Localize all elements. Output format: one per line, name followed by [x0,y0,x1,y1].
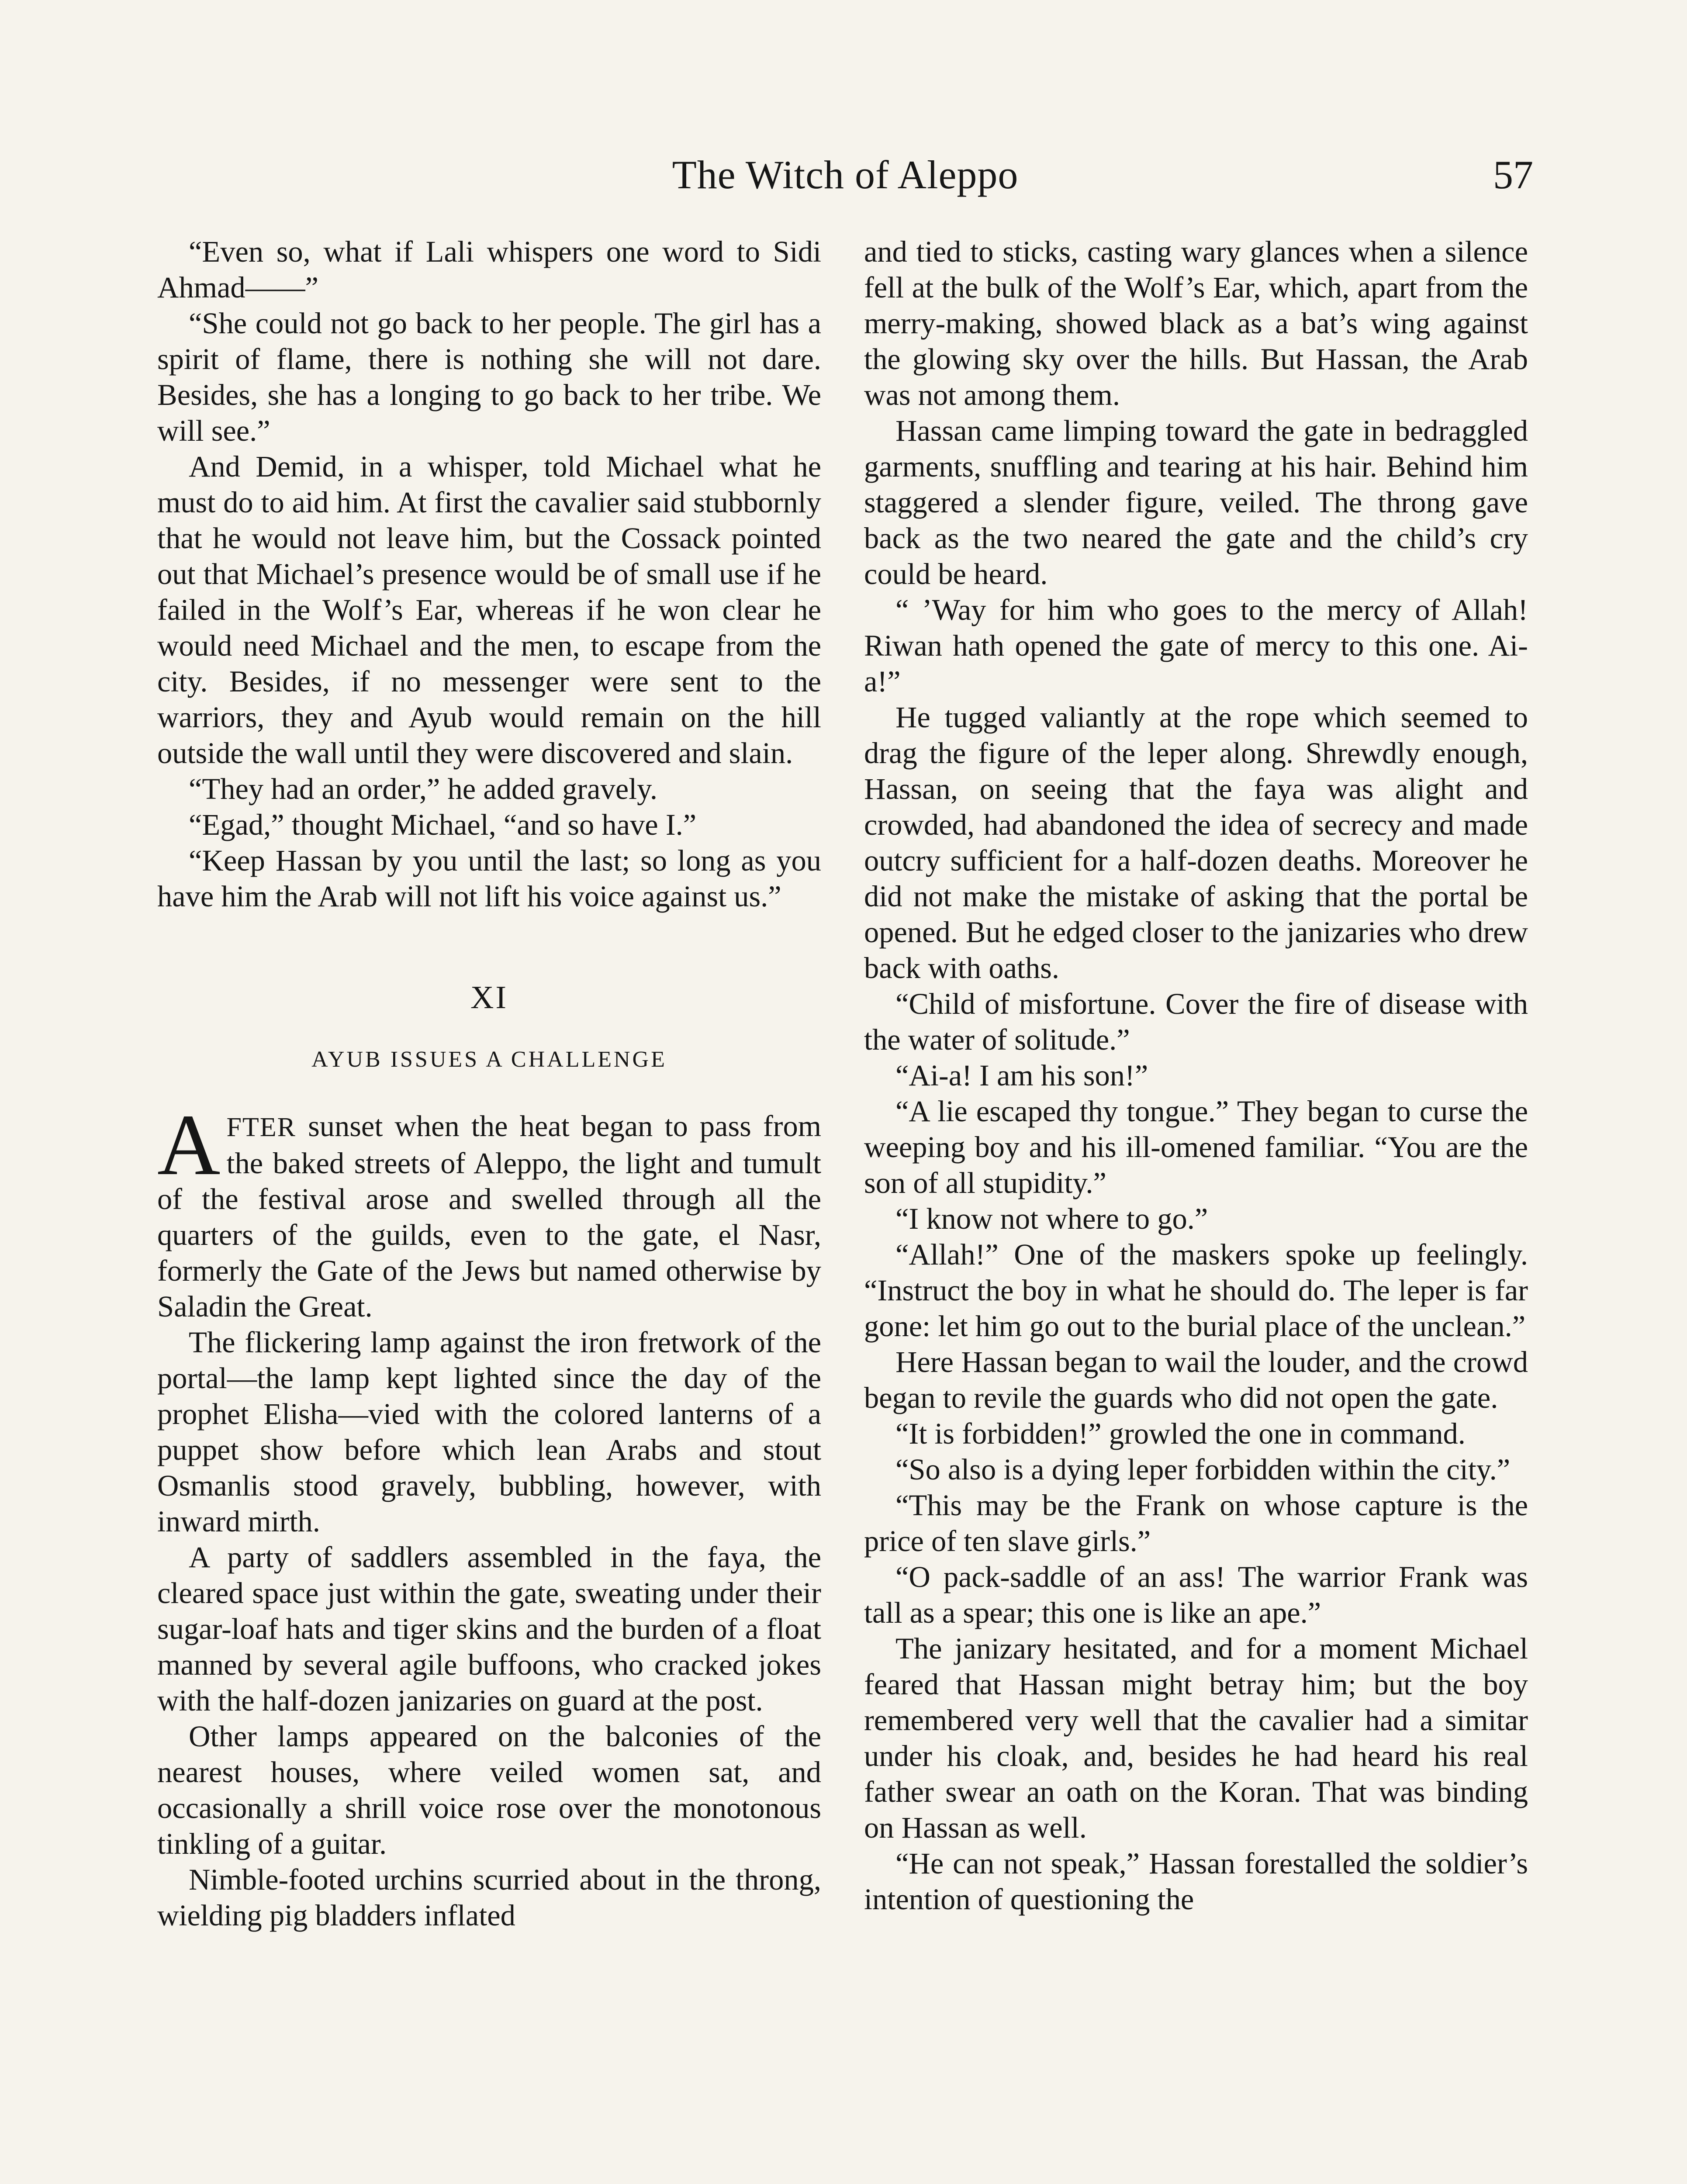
right-column [864,234,1528,1917]
chapter-number: XI [470,980,508,1016]
paragraph: “This may be the Frank on whose capture is the price of ten slave girls.” [864,1489,1528,1558]
paragraph: “Keep Hassan by you until the last; so long as you have him the Arab will not lift his voice against us.” [157,844,821,913]
paragraph: Other lamps appeared on the balconies of the nearest houses, where veiled women sat, and occasionally a shrill voice rose over the monotonous tinkling of a guitar. [157,1720,821,1860]
paragraph: “He can not speak,” Hassan forestalled the soldier’s intention of questioning the [864,1847,1528,1916]
paragraph: Here Hassan began to wail the louder, and the crowd began to revile the guards who did not open the gate. [864,1345,1528,1414]
paragraph: “They had an order,” he added gravely. [189,772,658,805]
chapter-title: AYUB ISSUES A CHALLENGE [311,1047,667,1072]
opening-word: FTER [226,1113,297,1142]
paragraph: “ ’Way for him who goes to the mercy of Allah! Riwan hath opened the gate of mercy to this one. Ai-a!” [864,593,1528,698]
paragraph: “She could not go back to her people. The girl has a spirit of flame, there is nothing she will not dare. Besides, she has a longing to go back to her tribe. We will see.” [157,307,821,447]
paragraph: “So also is a dying leper forbidden within the city.” [895,1453,1511,1486]
running-head [157,144,1533,205]
paragraph: Nimble-footed urchins scurried about in the throng, wielding pig bladders inflated [157,1863,821,1932]
paragraph: “It is forbidden!” growled the one in command. [895,1417,1466,1450]
paragraph: “Child of misfortune. Cover the fire of disease with the water of solitude.” [864,987,1528,1056]
opening-paragraph [157,1097,821,1324]
paragraph: “I know not where to go.” [895,1202,1208,1235]
page-title: The Witch of Aleppo [672,152,1019,197]
paragraph: Hassan came limping toward the gate in bedraggled garments, snuffling and tearing at his hair. Behind him staggered a slender figure, veiled. The throng gave back as the two neared the gate and the child’s cry could be heard. [864,414,1528,591]
drop-cap: A [157,1097,221,1193]
paragraph: He tugged valiantly at the rope which seemed to drag the figure of the leper along. Shrewdly enough, Hassan, on seeing that the faya was alight and crowded, had abandoned the idea of secrecy and made outcry sufficient for a half-dozen deaths. Moreover he did not make the mistake of asking that the portal be opened. But he edged closer to the janizaries who drew back with oaths. [864,701,1528,985]
page-number: 57 [1493,152,1533,197]
continued-paragraph: and tied to sticks, casting wary glances when a silence fell at the bulk of the Wolf’s Ear, which, apart from the merry-making, showed black as a bat’s wing against the glowing sky over the hills. But Hassan, the Arab was not among them. [864,235,1528,411]
paragraph: “Allah!” One of the maskers spoke up feelingly. “Instruct the boy in what he should do. The leper is far gone: let him go out to the burial place of the unclean.” [864,1238,1528,1343]
paragraph: “Ai-a! I am his son!” [895,1059,1148,1092]
paragraph: “O pack-saddle of an ass! The warrior Frank was tall as a spear; this one is like an ape.” [864,1560,1528,1629]
paragraph: “A lie escaped thy tongue.” They began to curse the weeping boy and his ill-omened familiar. “You are the son of all stupidity.” [864,1095,1528,1199]
paragraph: “Even so, what if Lali whispers one word to Sidi Ahmad——” [157,235,821,304]
opening-text: sunset when the heat began to pass from the baked streets of Aleppo, the light and tumult of the festival arose and swelled through all the quarters of the guilds, even to the gate, el Nasr, formerly the Gate of the Jews but named otherwise by Saladin the Great. [157,1109,821,1323]
paragraph: “Egad,” thought Michael, “and so have I.” [189,808,697,841]
paragraph: A party of saddlers assembled in the faya, the cleared space just within the gate, sweating under their sugar-loaf hats and tiger skins and the burden of a float manned by several agile buffoons, who cracked jokes with the half-dozen janizaries on guard at the post. [157,1541,821,1717]
paragraph: The janizary hesitated, and for a moment Michael feared that Hassan might betray him; but the boy remembered very well that the cavalier had a simitar under his cloak, and, besides he had heard his real father swear an oath on the Koran. That was binding on Hassan as well. [864,1632,1528,1844]
left-column [157,234,821,1933]
paragraph: The flickering lamp against the iron fretwork of the portal—the lamp kept lighted since the day of the prophet Elisha—vied with the colored lanterns of a puppet show before which lean Arabs and stout Osmanlis stood gravely, bubbling, however, with inward mirth. [157,1326,821,1538]
paragraph: And Demid, in a whisper, told Michael what he must do to aid him. At first the cavalier said stubbornly that he would not leave him, but the Cossack pointed out that Michael’s presence would be of small use if he failed in the Wolf’s Ear, whereas if he won clear he would need Michael and the men, to escape from the city. Besides, if no messenger were sent to the warriors, they and Ayub would remain on the hill outside the wall until they were discovered and slain. [157,450,821,770]
